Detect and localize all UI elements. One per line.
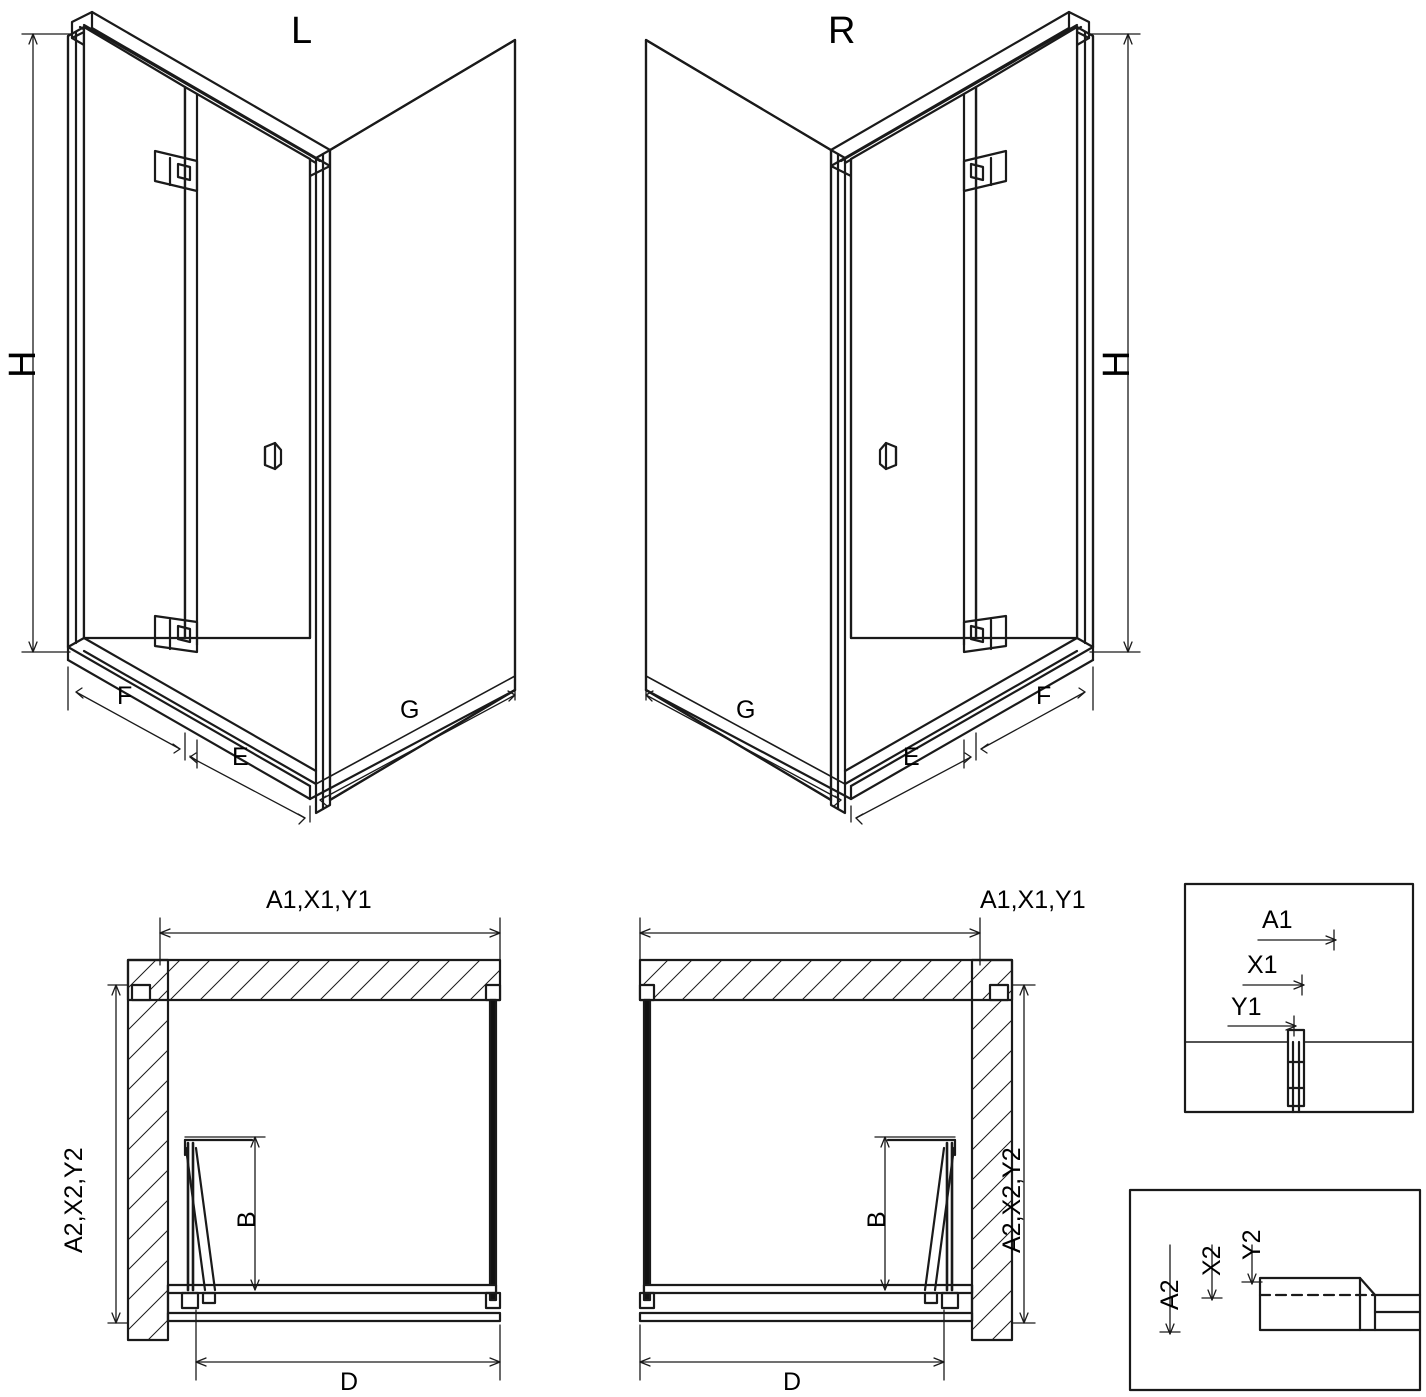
plan-right-top-dim: A1,X1,Y1 [980,886,1086,914]
iso-left-enclosure [22,12,515,824]
detail-top-right [1185,884,1413,1112]
plan-left [108,918,500,1380]
iso-left-height-label: H [2,350,44,378]
view-title-left: L [291,10,313,52]
plan-right-side-dim: A2,X2,Y2 [998,1147,1026,1253]
detail-top-y1: Y1 [1231,993,1262,1021]
plan-left-bottom-dim-d: D [340,1368,359,1396]
iso-right-dim-f: F [1036,682,1052,710]
detail-bottom-x2: X2 [1198,1245,1226,1276]
iso-left-dim-e: E [232,743,249,771]
detail-bottom-y2: Y2 [1238,1229,1266,1260]
plan-right-inner-dim-b: B [863,1211,891,1228]
iso-left-dim-g: G [400,696,420,724]
view-title-right: R [828,10,856,52]
detail-top-x1: X1 [1247,951,1278,979]
detail-top-a1: A1 [1262,906,1293,934]
plan-left-inner-dim-b: B [233,1211,261,1228]
plan-left-side-dim: A2,X2,Y2 [60,1147,88,1253]
iso-right-dim-g: G [736,696,756,724]
iso-right-height-label: H [1096,350,1138,378]
plan-right [640,918,1035,1380]
iso-left-dim-f: F [117,682,133,710]
plan-right-bottom-dim-d: D [783,1368,802,1396]
iso-right-enclosure [646,12,1140,824]
detail-bottom-a2: A2 [1156,1279,1184,1310]
plan-left-top-dim: A1,X1,Y1 [266,886,372,914]
iso-right-dim-e: E [903,743,920,771]
